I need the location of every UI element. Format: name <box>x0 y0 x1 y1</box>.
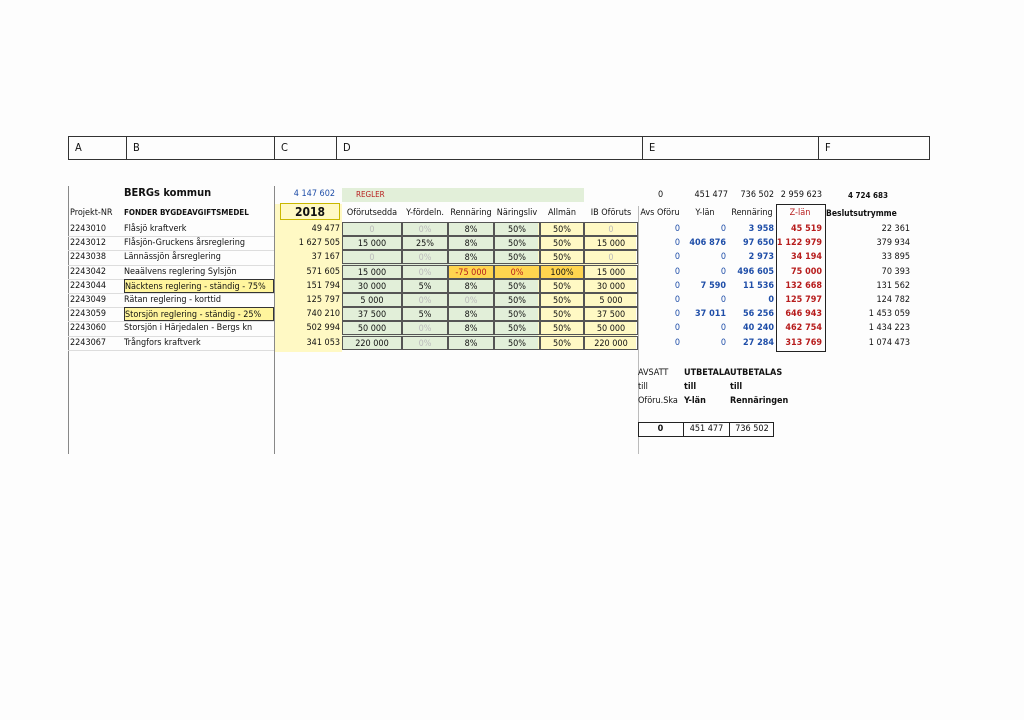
row-beslutsutrymme[interactable]: 124 782 <box>876 295 910 305</box>
row-zlan[interactable]: 75 000 <box>791 266 822 277</box>
row-project-name[interactable]: Storsjön i Härjedalen - Bergs kn <box>124 323 253 334</box>
summary-col2-line2: till <box>684 382 697 392</box>
row-rennaring[interactable]: -75 000 <box>448 265 494 279</box>
row-projekt-nr[interactable]: 2243067 <box>70 337 107 348</box>
row-renn[interactable]: 3 958 <box>748 224 774 234</box>
row-zlan[interactable]: 125 797 <box>785 295 822 305</box>
summary-col2-line1: UTBETALA <box>684 368 731 378</box>
summary-col3-line3: Rennäringen <box>730 396 789 406</box>
row-beslutsutrymme[interactable]: 33 895 <box>881 252 910 263</box>
row-oforutsedda[interactable]: 0 <box>342 250 402 264</box>
row-oforutsedda[interactable]: 220 000 <box>342 336 402 350</box>
row-yfordeln[interactable]: 0% <box>402 265 448 279</box>
year-value: 2018 <box>294 205 326 219</box>
row-rennaring[interactable]: 8% <box>448 279 494 293</box>
row-project-name[interactable]: Flåsjön-Gruckens årsreglering <box>124 238 245 249</box>
header-renn2: Rennäring <box>731 208 773 218</box>
municipality-title: BERGs kommun <box>124 186 212 199</box>
row-allman[interactable]: 50% <box>540 321 584 335</box>
row-naringsliv[interactable]: 50% <box>494 293 540 307</box>
row-projekt-nr[interactable]: 2243059 <box>70 309 107 320</box>
row-rennaring[interactable]: 8% <box>448 250 494 264</box>
row-ib-oforuts[interactable]: 50 000 <box>584 321 638 335</box>
row-ylan[interactable]: 0 <box>720 323 726 334</box>
row-allman[interactable]: 50% <box>540 236 584 250</box>
row-zlan[interactable]: 1 122 979 <box>776 238 822 249</box>
header-rennaring: Rennäring <box>450 208 492 218</box>
row-oforutsedda[interactable]: 15 000 <box>342 265 402 279</box>
header-avs: Avs Oföru <box>640 208 680 218</box>
row-amount[interactable]: 151 794 <box>306 280 340 291</box>
summary-value-renn: 736 502 <box>735 424 769 434</box>
row-ylan[interactable]: 0 <box>720 252 726 263</box>
summary-col1-line2: till <box>638 382 648 392</box>
row-naringsliv[interactable]: 50% <box>494 321 540 335</box>
row-ib-oforuts[interactable]: 30 000 <box>584 279 638 293</box>
row-ib-oforuts[interactable]: 220 000 <box>584 336 638 350</box>
row-oforutsedda[interactable]: 5 000 <box>342 293 402 307</box>
row-gridline <box>68 350 274 351</box>
row-oforutsedda[interactable]: 50 000 <box>342 321 402 335</box>
row-ylan[interactable]: 0 <box>720 266 726 277</box>
row-ib-oforuts[interactable]: 0 <box>584 250 638 264</box>
row-avs-oforu[interactable]: 0 <box>674 295 680 305</box>
row-beslutsutrymme[interactable]: 22 361 <box>881 224 910 234</box>
row-amount[interactable]: 740 210 <box>306 309 340 320</box>
regler-label: REGLER <box>356 190 385 199</box>
row-rennaring[interactable]: 8% <box>448 222 494 236</box>
row-ib-oforuts[interactable]: 15 000 <box>584 236 638 250</box>
col-header-d[interactable]: D <box>337 137 643 159</box>
row-naringsliv[interactable]: 50% <box>494 279 540 293</box>
summary-value-avsatt: 0 <box>638 422 684 436</box>
top-total-beslut: 4 724 683 <box>847 191 888 200</box>
row-projekt-nr[interactable]: 2243049 <box>70 295 107 305</box>
row-renn[interactable]: 40 240 <box>743 323 774 334</box>
summary-col3-line1: UTBETALAS <box>730 368 783 378</box>
row-amount[interactable]: 571 605 <box>306 266 340 277</box>
row-yfordeln[interactable]: 0% <box>402 222 448 236</box>
col-header-f[interactable]: F <box>825 141 831 154</box>
col-header-e[interactable]: E <box>643 137 819 159</box>
row-yfordeln[interactable]: 0% <box>402 321 448 335</box>
row-allman[interactable]: 50% <box>540 279 584 293</box>
header-projekt: Projekt-NR <box>70 208 113 218</box>
header-fonder: FONDER BYGDEAVGIFTSMEDEL <box>124 208 249 217</box>
header-ylan: Y-län <box>695 208 715 218</box>
column-header-strip <box>68 136 930 160</box>
summary-col3-line2: till <box>730 382 743 392</box>
header-allman: Allmän <box>547 208 577 218</box>
row-projekt-nr[interactable]: 2243038 <box>70 252 107 263</box>
row-projekt-nr[interactable]: 2243060 <box>70 323 107 334</box>
col-header-a[interactable]: A <box>69 137 127 159</box>
row-zlan[interactable]: 45 519 <box>791 224 822 234</box>
row-allman[interactable]: 50% <box>540 250 584 264</box>
row-renn[interactable]: 56 256 <box>743 309 774 320</box>
row-zlan[interactable]: 34 194 <box>791 252 822 263</box>
row-allman[interactable]: 50% <box>540 293 584 307</box>
row-naringsliv[interactable]: 50% <box>494 250 540 264</box>
row-ib-oforuts[interactable]: 37 500 <box>584 307 638 321</box>
row-project-name[interactable]: Rätan reglering - korttid <box>124 295 222 305</box>
row-avs-oforu[interactable]: 0 <box>674 224 680 234</box>
row-avs-oforu[interactable]: 0 <box>674 309 680 320</box>
row-avs-oforu[interactable]: 0 <box>674 323 680 334</box>
row-projekt-nr[interactable]: 2243044 <box>70 280 107 291</box>
row-project-name[interactable]: Näcktens reglering - ständig - 75% <box>124 279 274 293</box>
row-renn[interactable]: 11 536 <box>743 280 774 291</box>
spreadsheet <box>68 186 928 456</box>
divider <box>68 186 69 454</box>
row-allman[interactable]: 50% <box>540 336 584 350</box>
row-ylan[interactable]: 0 <box>720 295 726 305</box>
row-renn[interactable]: 2 973 <box>748 252 774 263</box>
row-beslutsutrymme[interactable]: 131 562 <box>876 280 910 291</box>
summary-col1-line3: Oföru.Ska <box>638 396 678 406</box>
col-header-c[interactable]: C <box>275 137 337 159</box>
row-project-name[interactable]: Neaälvens reglering Sylsjön <box>124 266 237 277</box>
row-zlan[interactable]: 313 769 <box>785 337 822 348</box>
row-ylan[interactable]: 0 <box>720 337 726 348</box>
row-allman[interactable]: 50% <box>540 222 584 236</box>
row-oforutsedda[interactable]: 15 000 <box>342 236 402 250</box>
row-amount[interactable]: 502 994 <box>306 323 340 334</box>
row-projekt-nr[interactable]: 2243012 <box>70 238 107 249</box>
row-yfordeln[interactable]: 0% <box>402 336 448 350</box>
header-zlan: Z-län <box>789 208 811 218</box>
row-project-name[interactable]: Storsjön reglering - ständig - 25% <box>124 307 274 321</box>
row-beslutsutrymme[interactable]: 1 453 059 <box>868 309 910 320</box>
row-ylan[interactable]: 37 011 <box>695 309 726 320</box>
header-yfordeln: Y-fördeln. <box>406 208 444 218</box>
row-naringsliv[interactable]: 50% <box>494 222 540 236</box>
row-avs-oforu[interactable]: 0 <box>674 238 680 249</box>
row-naringsliv[interactable]: 50% <box>494 336 540 350</box>
summary-col1-line1: AVSATT <box>638 368 669 378</box>
row-ylan[interactable]: 0 <box>720 224 726 234</box>
row-beslutsutrymme[interactable]: 379 934 <box>876 238 910 249</box>
top-total-zlan: 2 959 623 <box>780 190 822 200</box>
row-rennaring[interactable]: 8% <box>448 321 494 335</box>
summary-col2-line3: Y-län <box>684 396 706 406</box>
row-renn[interactable]: 0 <box>768 295 774 305</box>
row-allman[interactable]: 50% <box>540 307 584 321</box>
row-ib-oforuts[interactable]: 15 000 <box>584 265 638 279</box>
header-oforutsedda: Oförutsedda <box>346 208 398 218</box>
row-rennaring[interactable]: 8% <box>448 236 494 250</box>
row-yfordeln[interactable]: 25% <box>402 236 448 250</box>
summary-value-ylan: 451 477 <box>684 422 730 436</box>
row-rennaring[interactable]: 0% <box>448 293 494 307</box>
row-zlan[interactable]: 132 668 <box>785 280 822 291</box>
row-avs-oforu[interactable]: 0 <box>674 280 680 291</box>
top-total-avs: 0 <box>658 190 664 200</box>
row-zlan[interactable]: 646 943 <box>785 309 822 320</box>
row-beslutsutrymme[interactable]: 70 393 <box>881 266 910 277</box>
row-zlan[interactable]: 462 754 <box>785 323 822 334</box>
row-avs-oforu[interactable]: 0 <box>674 252 680 263</box>
row-naringsliv[interactable]: 50% <box>494 307 540 321</box>
header-beslut: Beslutsutrymme <box>826 209 897 219</box>
row-oforutsedda[interactable]: 0 <box>342 222 402 236</box>
row-allman[interactable]: 100% <box>540 265 584 279</box>
row-project-name[interactable]: Trångfors kraftverk <box>124 337 201 348</box>
row-projekt-nr[interactable]: 2243010 <box>70 224 107 234</box>
row-projekt-nr[interactable]: 2243042 <box>70 266 107 277</box>
row-rennaring[interactable]: 8% <box>448 307 494 321</box>
row-beslutsutrymme[interactable]: 1 074 473 <box>868 337 910 348</box>
top-total-renn: 736 502 <box>740 190 774 200</box>
row-amount[interactable]: 341 053 <box>306 337 340 348</box>
row-amount[interactable]: 125 797 <box>306 295 340 305</box>
row-renn[interactable]: 27 284 <box>743 337 774 348</box>
row-renn[interactable]: 496 605 <box>737 266 774 277</box>
header-ib: IB Oföruts <box>590 208 632 218</box>
row-oforutsedda[interactable]: 37 500 <box>342 307 402 321</box>
row-amount[interactable]: 49 477 <box>311 224 340 234</box>
row-oforutsedda[interactable]: 30 000 <box>342 279 402 293</box>
row-ib-oforuts[interactable]: 5 000 <box>584 293 638 307</box>
row-yfordeln[interactable]: 0% <box>402 293 448 307</box>
row-amount[interactable]: 1 627 505 <box>298 238 340 249</box>
row-avs-oforu[interactable]: 0 <box>674 266 680 277</box>
row-beslutsutrymme[interactable]: 1 434 223 <box>868 323 910 334</box>
row-ylan[interactable]: 7 590 <box>700 280 726 291</box>
row-rennaring[interactable]: 8% <box>448 336 494 350</box>
row-ylan[interactable]: 406 876 <box>689 238 726 249</box>
row-yfordeln[interactable]: 0% <box>402 250 448 264</box>
row-renn[interactable]: 97 650 <box>743 238 774 249</box>
top-total-ylan: 451 477 <box>694 190 728 200</box>
header-naringsliv: Näringsliv <box>496 208 538 218</box>
col-header-b[interactable]: B <box>127 137 275 159</box>
row-amount[interactable]: 37 167 <box>311 252 340 263</box>
row-naringsliv[interactable]: 0% <box>494 265 540 279</box>
row-yfordeln[interactable]: 5% <box>402 279 448 293</box>
row-yfordeln[interactable]: 5% <box>402 307 448 321</box>
row-avs-oforu[interactable]: 0 <box>674 337 680 348</box>
year-cell[interactable] <box>280 203 340 220</box>
row-project-name[interactable]: Lännässjön årsreglering <box>124 252 221 263</box>
row-ib-oforuts[interactable]: 0 <box>584 222 638 236</box>
total-c: 4 147 602 <box>293 189 335 199</box>
row-project-name[interactable]: Flåsjö kraftverk <box>124 224 187 234</box>
row-naringsliv[interactable]: 50% <box>494 236 540 250</box>
